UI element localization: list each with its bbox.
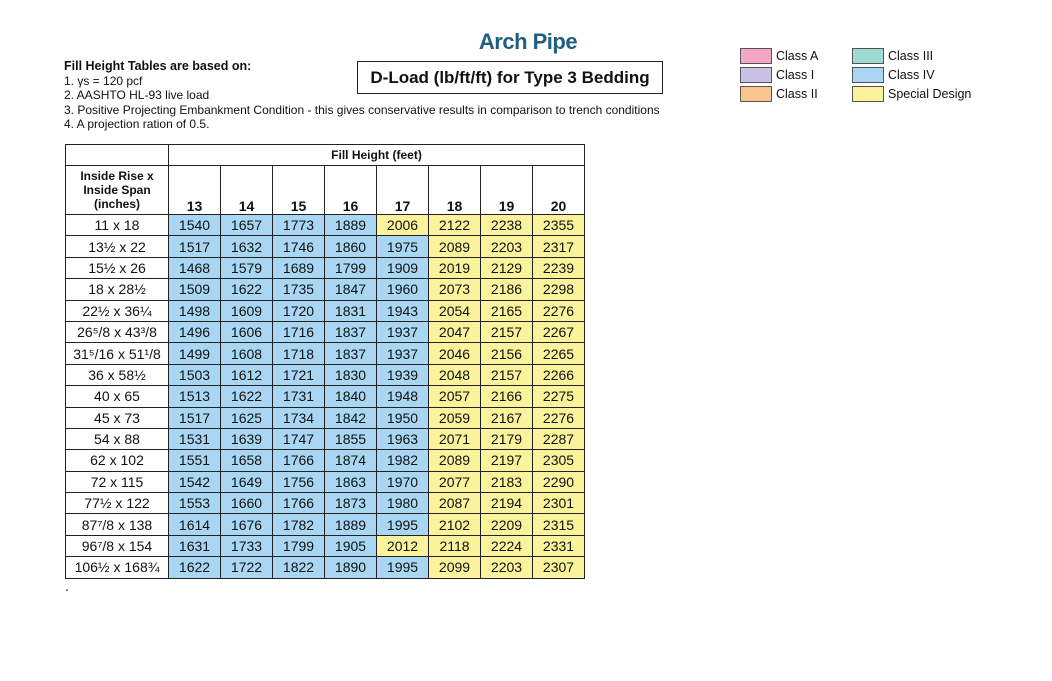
dload-cell: 2267 bbox=[533, 321, 585, 342]
dload-cell: 1676 bbox=[221, 514, 273, 535]
dload-cell: 1660 bbox=[221, 493, 273, 514]
dload-cell: 2203 bbox=[481, 557, 533, 578]
table-row bbox=[66, 300, 585, 321]
dload-cell: 1631 bbox=[169, 535, 221, 556]
legend-label: Class III bbox=[888, 48, 934, 63]
note-item: 3. Positive Projecting Embankment Condition - this gives conservative results in comparison to trench conditions bbox=[64, 102, 660, 117]
dload-cell: 1960 bbox=[377, 279, 429, 300]
dload-cell: 1609 bbox=[221, 300, 273, 321]
dload-cell: 1905 bbox=[325, 535, 377, 556]
dload-cell: 2276 bbox=[533, 300, 585, 321]
dload-cell: 2276 bbox=[533, 407, 585, 428]
dload-cell: 1735 bbox=[273, 279, 325, 300]
dload-cell: 1625 bbox=[221, 407, 273, 428]
size-cell: 11 x 18 bbox=[66, 215, 169, 236]
dload-cell: 1822 bbox=[273, 557, 325, 578]
dload-cell: 1799 bbox=[325, 257, 377, 278]
dload-cell: 1995 bbox=[377, 514, 429, 535]
dload-cell: 2156 bbox=[481, 343, 533, 364]
dload-cell: 1837 bbox=[325, 343, 377, 364]
column-header-17: 17 bbox=[377, 166, 429, 215]
legend-label: Class A bbox=[776, 48, 819, 63]
table-row bbox=[66, 257, 585, 278]
dload-cell: 1614 bbox=[169, 514, 221, 535]
dload-cell: 1542 bbox=[169, 471, 221, 492]
table-row bbox=[66, 386, 585, 407]
dload-cell: 2315 bbox=[533, 514, 585, 535]
dload-cell: 2099 bbox=[429, 557, 481, 578]
dload-cell: 1963 bbox=[377, 428, 429, 449]
dload-cell: 1782 bbox=[273, 514, 325, 535]
note-item: 2. AASHTO HL-93 live load bbox=[64, 88, 210, 102]
column-header-16: 16 bbox=[325, 166, 377, 215]
row-header-line: (inches) bbox=[93, 197, 140, 211]
column-header-19: 19 bbox=[481, 166, 533, 215]
dload-cell: 1889 bbox=[325, 215, 377, 236]
dload-cell: 2102 bbox=[429, 514, 481, 535]
size-cell: 36 x 58½ bbox=[66, 364, 169, 385]
table-row bbox=[66, 321, 585, 342]
dload-cell: 2157 bbox=[481, 364, 533, 385]
row-header-cell bbox=[66, 166, 169, 215]
table-row bbox=[66, 407, 585, 428]
dload-cell: 2089 bbox=[429, 450, 481, 471]
dload-cell: 1509 bbox=[169, 279, 221, 300]
dload-cell: 2224 bbox=[481, 535, 533, 556]
dload-cell: 2118 bbox=[429, 535, 481, 556]
dload-cell: 1842 bbox=[325, 407, 377, 428]
dload-cell: 1553 bbox=[169, 493, 221, 514]
dload-cell: 2186 bbox=[481, 279, 533, 300]
dload-cell: 1689 bbox=[273, 257, 325, 278]
dload-cell: 1860 bbox=[325, 236, 377, 257]
dload-cell: 2087 bbox=[429, 493, 481, 514]
dload-cell: 1658 bbox=[221, 450, 273, 471]
dload-cell: 1540 bbox=[169, 215, 221, 236]
legend-swatch bbox=[852, 86, 884, 102]
table-row bbox=[66, 364, 585, 385]
dload-cell: 2129 bbox=[481, 257, 533, 278]
legend-item bbox=[740, 46, 818, 65]
dload-cell: 1503 bbox=[169, 364, 221, 385]
dload-cell: 1622 bbox=[221, 279, 273, 300]
table-corner-cell bbox=[66, 145, 169, 166]
dload-cell: 2203 bbox=[481, 236, 533, 257]
size-cell: 40 x 65 bbox=[66, 386, 169, 407]
dload-cell: 1799 bbox=[273, 535, 325, 556]
legend-swatch bbox=[852, 67, 884, 83]
dload-cell: 1939 bbox=[377, 364, 429, 385]
dload-cell: 1995 bbox=[377, 557, 429, 578]
size-cell: 72 x 115 bbox=[66, 471, 169, 492]
dload-cell: 1970 bbox=[377, 471, 429, 492]
dload-cell: 1720 bbox=[273, 300, 325, 321]
table-row bbox=[66, 428, 585, 449]
dload-cell: 2046 bbox=[429, 343, 481, 364]
row-header-line: Inside Rise x bbox=[80, 169, 154, 183]
dload-cell: 1606 bbox=[221, 321, 273, 342]
table-row bbox=[66, 450, 585, 471]
dload-cell: 2209 bbox=[481, 514, 533, 535]
dload-cell: 1855 bbox=[325, 428, 377, 449]
size-cell: 18 x 28½ bbox=[66, 279, 169, 300]
dload-cell: 2012 bbox=[377, 535, 429, 556]
dload-cell: 1531 bbox=[169, 428, 221, 449]
note-item: 4. A projection ration of 0.5. bbox=[64, 117, 210, 131]
dload-cell: 2239 bbox=[533, 257, 585, 278]
legend-left bbox=[740, 46, 818, 103]
table-row bbox=[66, 236, 585, 257]
dload-cell: 2317 bbox=[533, 236, 585, 257]
table-row bbox=[66, 557, 585, 578]
dload-cell: 1889 bbox=[325, 514, 377, 535]
size-cell: 31⁵/16 x 51¹/8 bbox=[66, 343, 169, 364]
dload-cell: 2265 bbox=[533, 343, 585, 364]
table-row bbox=[66, 471, 585, 492]
dload-cell: 1975 bbox=[377, 236, 429, 257]
dload-cell: 1499 bbox=[169, 343, 221, 364]
legend-label: Class II bbox=[776, 86, 818, 101]
dload-cell: 1874 bbox=[325, 450, 377, 471]
dload-cell: 1746 bbox=[273, 236, 325, 257]
size-cell: 106½ x 168¾ bbox=[66, 557, 169, 578]
table-row bbox=[66, 514, 585, 535]
footer-mark: . bbox=[65, 578, 69, 594]
dload-cell: 1830 bbox=[325, 364, 377, 385]
dload-cell: 2165 bbox=[481, 300, 533, 321]
size-cell: 26⁵/8 x 43³/8 bbox=[66, 321, 169, 342]
size-cell: 45 x 73 bbox=[66, 407, 169, 428]
dload-cell: 2197 bbox=[481, 450, 533, 471]
dload-cell: 2057 bbox=[429, 386, 481, 407]
dload-cell: 1622 bbox=[169, 557, 221, 578]
dload-cell: 1950 bbox=[377, 407, 429, 428]
dload-cell: 1756 bbox=[273, 471, 325, 492]
dload-cell: 1909 bbox=[377, 257, 429, 278]
dload-cell: 1498 bbox=[169, 300, 221, 321]
legend-item bbox=[852, 46, 971, 65]
fill-height-header: Fill Height (feet) bbox=[169, 145, 585, 166]
dload-cell: 1579 bbox=[221, 257, 273, 278]
dload-cell: 2307 bbox=[533, 557, 585, 578]
dload-cell: 2077 bbox=[429, 471, 481, 492]
dload-cell: 1840 bbox=[325, 386, 377, 407]
dload-cell: 2166 bbox=[481, 386, 533, 407]
dload-cell: 2355 bbox=[533, 215, 585, 236]
dload-cell: 1937 bbox=[377, 343, 429, 364]
dload-cell: 1639 bbox=[221, 428, 273, 449]
dload-cell: 1649 bbox=[221, 471, 273, 492]
dload-cell: 2290 bbox=[533, 471, 585, 492]
legend-item bbox=[852, 65, 971, 84]
table-row bbox=[66, 535, 585, 556]
dload-cell: 1622 bbox=[221, 386, 273, 407]
dload-cell: 1943 bbox=[377, 300, 429, 321]
dload-cell: 1721 bbox=[273, 364, 325, 385]
dload-cell: 2047 bbox=[429, 321, 481, 342]
size-cell: 77½ x 122 bbox=[66, 493, 169, 514]
dload-cell: 2167 bbox=[481, 407, 533, 428]
dload-cell: 1766 bbox=[273, 493, 325, 514]
dload-cell: 1551 bbox=[169, 450, 221, 471]
size-cell: 22½ x 36¼ bbox=[66, 300, 169, 321]
size-cell: 96⁷/8 x 154 bbox=[66, 535, 169, 556]
dload-cell: 1632 bbox=[221, 236, 273, 257]
dload-cell: 2266 bbox=[533, 364, 585, 385]
legend-swatch bbox=[740, 86, 772, 102]
legend-label: Class IV bbox=[888, 67, 935, 82]
legend-swatch bbox=[740, 48, 772, 64]
size-cell: 15½ x 26 bbox=[66, 257, 169, 278]
table-row bbox=[66, 493, 585, 514]
dload-cell: 1982 bbox=[377, 450, 429, 471]
legend-right bbox=[852, 46, 971, 103]
dload-cell: 2301 bbox=[533, 493, 585, 514]
legend-swatch bbox=[852, 48, 884, 64]
dload-cell: 2305 bbox=[533, 450, 585, 471]
dload-cell: 2238 bbox=[481, 215, 533, 236]
table-header-row bbox=[66, 145, 585, 166]
dload-title-box: D-Load (lb/ft/ft) for Type 3 Bedding bbox=[357, 61, 663, 94]
dload-cell: 1747 bbox=[273, 428, 325, 449]
dload-cell: 1612 bbox=[221, 364, 273, 385]
dload-cell: 1517 bbox=[169, 236, 221, 257]
dload-cell: 1657 bbox=[221, 215, 273, 236]
size-cell: 54 x 88 bbox=[66, 428, 169, 449]
dload-table bbox=[65, 144, 585, 579]
note-item: 1. γs = 120 pcf bbox=[64, 73, 143, 88]
column-header-row bbox=[66, 166, 585, 215]
dload-cell: 2275 bbox=[533, 386, 585, 407]
dload-cell: 2059 bbox=[429, 407, 481, 428]
dload-cell: 1496 bbox=[169, 321, 221, 342]
dload-cell: 1608 bbox=[221, 343, 273, 364]
page-title: Arch Pipe bbox=[478, 29, 578, 54]
dload-cell: 1873 bbox=[325, 493, 377, 514]
column-header-14: 14 bbox=[221, 166, 273, 215]
dload-cell: 1731 bbox=[273, 386, 325, 407]
size-cell: 13½ x 22 bbox=[66, 236, 169, 257]
dload-cell: 2183 bbox=[481, 471, 533, 492]
row-header-line: Inside Span bbox=[83, 183, 151, 197]
dload-cell: 2019 bbox=[429, 257, 481, 278]
dload-cell: 2073 bbox=[429, 279, 481, 300]
dload-cell: 1513 bbox=[169, 386, 221, 407]
dload-cell: 1980 bbox=[377, 493, 429, 514]
dload-cell: 2048 bbox=[429, 364, 481, 385]
dload-cell: 1890 bbox=[325, 557, 377, 578]
column-header-18: 18 bbox=[429, 166, 481, 215]
legend-item bbox=[740, 84, 818, 103]
column-header-20: 20 bbox=[533, 166, 585, 215]
table-row bbox=[66, 343, 585, 364]
dload-cell: 2298 bbox=[533, 279, 585, 300]
dload-cell: 1722 bbox=[221, 557, 273, 578]
dload-cell: 2331 bbox=[533, 535, 585, 556]
dload-cell: 2157 bbox=[481, 321, 533, 342]
dload-cell: 2179 bbox=[481, 428, 533, 449]
dload-cell: 2054 bbox=[429, 300, 481, 321]
dload-cell: 1766 bbox=[273, 450, 325, 471]
dload-cell: 1517 bbox=[169, 407, 221, 428]
dload-cell: 1948 bbox=[377, 386, 429, 407]
dload-cell: 2287 bbox=[533, 428, 585, 449]
dload-cell: 2122 bbox=[429, 215, 481, 236]
legend-label: Special Design bbox=[888, 86, 972, 101]
dload-cell: 1831 bbox=[325, 300, 377, 321]
size-cell: 87⁷/8 x 138 bbox=[66, 514, 169, 535]
dload-cell: 2194 bbox=[481, 493, 533, 514]
dload-cell: 1718 bbox=[273, 343, 325, 364]
dload-cell: 2089 bbox=[429, 236, 481, 257]
legend-item bbox=[852, 84, 971, 103]
legend-item bbox=[740, 65, 818, 84]
legend-label: Class I bbox=[776, 67, 815, 82]
dload-cell: 2006 bbox=[377, 215, 429, 236]
dload-cell: 2071 bbox=[429, 428, 481, 449]
dload-cell: 1468 bbox=[169, 257, 221, 278]
column-header-15: 15 bbox=[273, 166, 325, 215]
dload-cell: 1847 bbox=[325, 279, 377, 300]
dload-cell: 1733 bbox=[221, 535, 273, 556]
legend-swatch bbox=[740, 67, 772, 83]
notes-heading: Fill Height Tables are based on: bbox=[64, 59, 252, 73]
dload-cell: 1837 bbox=[325, 321, 377, 342]
column-header-13: 13 bbox=[169, 166, 221, 215]
table-row bbox=[66, 215, 585, 236]
dload-cell: 1773 bbox=[273, 215, 325, 236]
dload-cell: 1734 bbox=[273, 407, 325, 428]
size-cell: 62 x 102 bbox=[66, 450, 169, 471]
dload-cell: 1863 bbox=[325, 471, 377, 492]
dload-cell: 1716 bbox=[273, 321, 325, 342]
table-row bbox=[66, 279, 585, 300]
dload-cell: 1937 bbox=[377, 321, 429, 342]
